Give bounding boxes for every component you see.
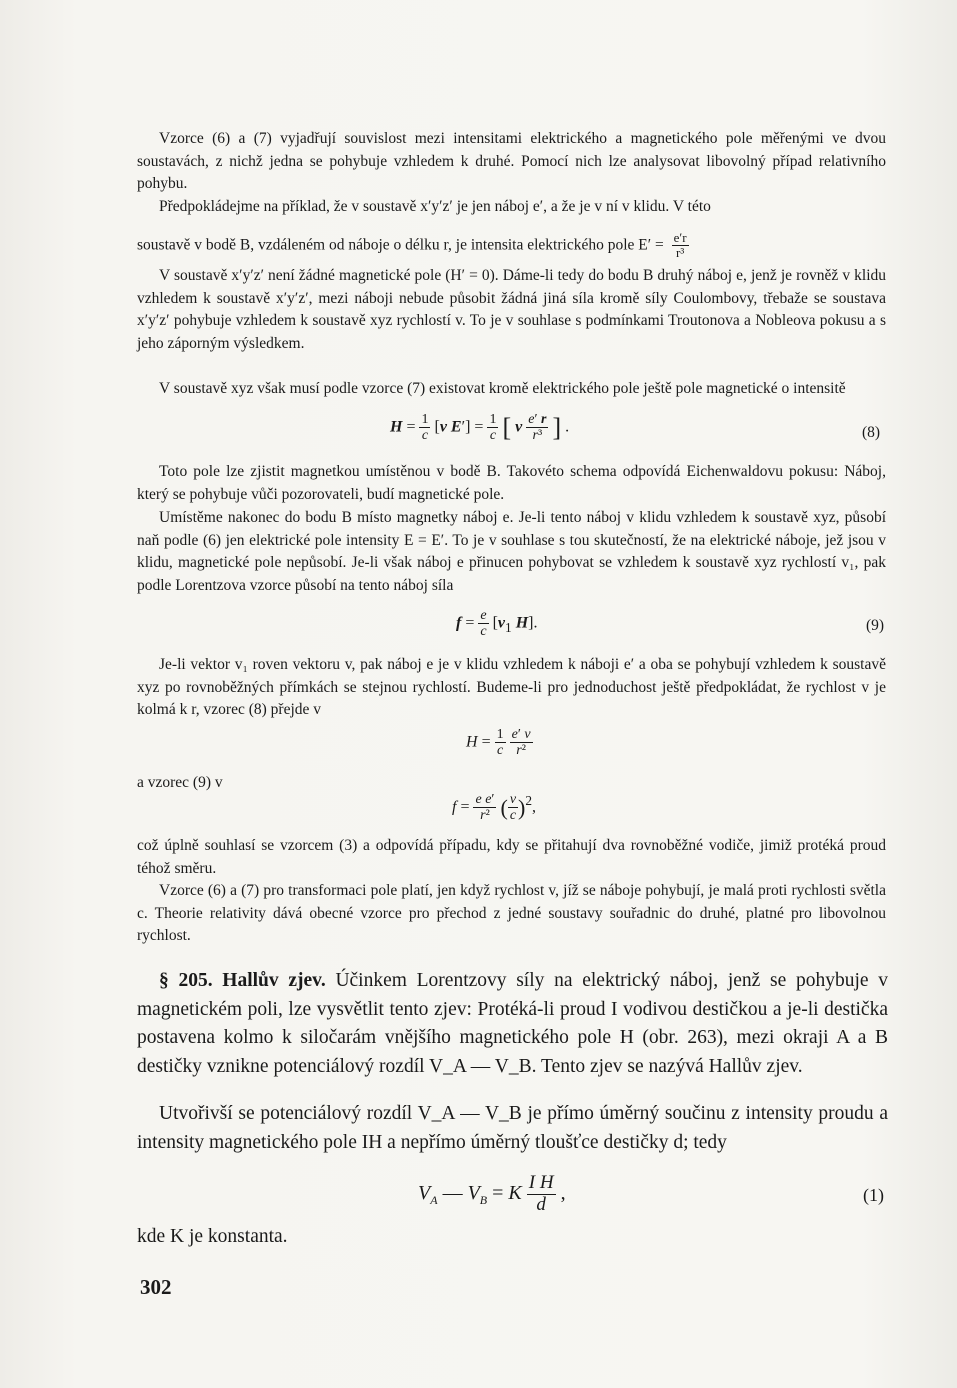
page-number: 302 bbox=[140, 1275, 172, 1299]
paragraph-9: což úplně souhlasí se vzorcem (3) a odpovídá případu, kdy se přitahují dva rovnoběžné vodiče, jimiž protéká proud téhož směru. bbox=[137, 837, 886, 877]
paragraph-4: V soustavě xyz však musí podle vzorce (7) existovat kromě elektrického pole ještě pole magnetické o intensitě bbox=[159, 380, 846, 397]
paragraph-3: V soustavě x′y′z′ není žádné magnetické pole (H′ = 0). Dáme-li tedy do bodu B druhý náboj e, jenž je rovněž v klidu vzhledem k soustavě x′y′z′, mezi náboji nebude působit žádná jiná síla kromě síly Coulombovy, třebaže se soustava x′y′z′ pohybuje vzhledem k soustavě xyz rychlostí v. To je v souhlase s podmínkami Troutonova a Nobleova pokusu a s jeho záporným výsledkem. bbox=[137, 267, 886, 353]
equation-1-number: (1) bbox=[863, 1185, 884, 1205]
section-205-heading: § 205. Hallův zjev. bbox=[159, 970, 326, 991]
equation-9: f = $\frac{e}{c}$ [$v_1$ H]. bbox=[456, 608, 538, 640]
paragraph-7: Je-li vektor v₁ roven vektoru v, pak náboj e je v klidu vzhledem k náboji e′ a oba se pohybují vzhledem k soustavě xyz po rovnoběžných přímkách se stejnou rychlostí. Budeme-li pro jednoduchost ještě předpokládat, že rychlost v je kolmá k r, vzorec (8) přejde v bbox=[137, 656, 886, 719]
section-205-paragraph-2: Utvořivší se potenciálový rozdíl V_A — V_B je přímo úměrný součinu z intensity proudu a intensity magnetického pole IH a nepřímo úměrný tloušťce destičky d; tedy bbox=[137, 1103, 888, 1153]
equation-1: $V_A$ — $V_B = K$ $\frac{\text{I H}}{d}$ , bbox=[418, 1172, 566, 1215]
equation-8: H = $\frac{1}{c}$ [v E′] = $\frac{1}{c}$ [ v $\frac{e' r}{\text{r³}}$ ] . bbox=[390, 412, 570, 444]
paragraph-10: Vzorce (6) a (7) pro transformaci pole platí, jen když rychlost v, jíž se náboje pohybují, je malá proti rychlosti světla c. Theorie relativity dává obecné vzorce pro přechod z jedné soustavy souřadnic do druhé, platné pro libovolnou rychlost. bbox=[137, 882, 886, 945]
section-205-end: kde K je konstanta. bbox=[137, 1226, 288, 1247]
paragraph-2-line1: Předpokládejme na příklad, že v soustavě x′y′z′ je jen náboj e′, a že je v ní v klidu. V této bbox=[159, 198, 711, 215]
paragraph-2-text: soustavě v bodě B, vzdáleném od náboje o délku r, je intensita elektrického pole E′ = bbox=[137, 236, 664, 254]
paragraph-6: Umístěme nakonec do bodu B místo magnetky náboj e. Je-li tento náboj v klidu vzhledem k soustavě xyz, působí naň podle (6) jen elektrické pole intensity E = E′. To je v souhlase s tou skutečností, že na elektrické náboje, jež jsou v klidu, magnetické pole nepůsobí. Je-li však náboj e přinucen pohybovat se vzhledem k soustavě xyz rychlostí v₁, pak podle Lorentzova vzorce působí na tento náboj síla bbox=[137, 509, 886, 595]
paragraph-5: Toto pole lze zjistit magnetkou umístěnou v bodě B. Takovéto schema odpovídá Eichenwaldovu pokusu: Náboj, který se pohybuje vůči pozorovateli, budí magnetické pole. bbox=[137, 463, 886, 503]
field-fraction-numerator: e′r bbox=[673, 230, 687, 245]
section-205-body: Účinkem Lorentzovy síly na elektrický náboj, jenž se pohybuje v magnetickém poli, lze vysvětlit tento zjev: Protéká-li proud I vodivou destičkou a je-li destička postavena kolmo k siločarám vnějšího magnetického pole H (obr. 263), mezi okraji A a B destičky vznikne potenciálový rozdíl V_A — V_B. Tento zjev se nazývá Hallův zjev. bbox=[137, 970, 888, 1077]
equation-h-simplified: H = $\frac{1}{c}$ $\frac{e' v}{\text{r²}}$ bbox=[466, 727, 531, 759]
paragraph-8: a vzorec (9) v bbox=[137, 774, 223, 791]
field-fraction-denominator: r³ bbox=[675, 245, 685, 261]
field-fraction bbox=[672, 231, 689, 261]
equation-f-simplified: f = $\frac{\text{e e′}}{\text{r²}}$ ( $\frac{v}{c}$ )$^2$, bbox=[452, 792, 537, 824]
section-205 bbox=[137, 967, 888, 1081]
equation-9-number: (9) bbox=[866, 617, 885, 634]
equation-8-number: (8) bbox=[862, 424, 881, 441]
paragraph-1: Vzorce (6) a (7) vyjadřují souvislost mezi intensitami elektrického a magnetického pole měřenými ve dvou soustavách, z nichž jedna se pohybuje vzhledem k druhé. Pomocí nich lze analysovat libovolný případ relativního pohybu. bbox=[137, 130, 886, 193]
paragraph-2-line2 bbox=[137, 231, 689, 261]
